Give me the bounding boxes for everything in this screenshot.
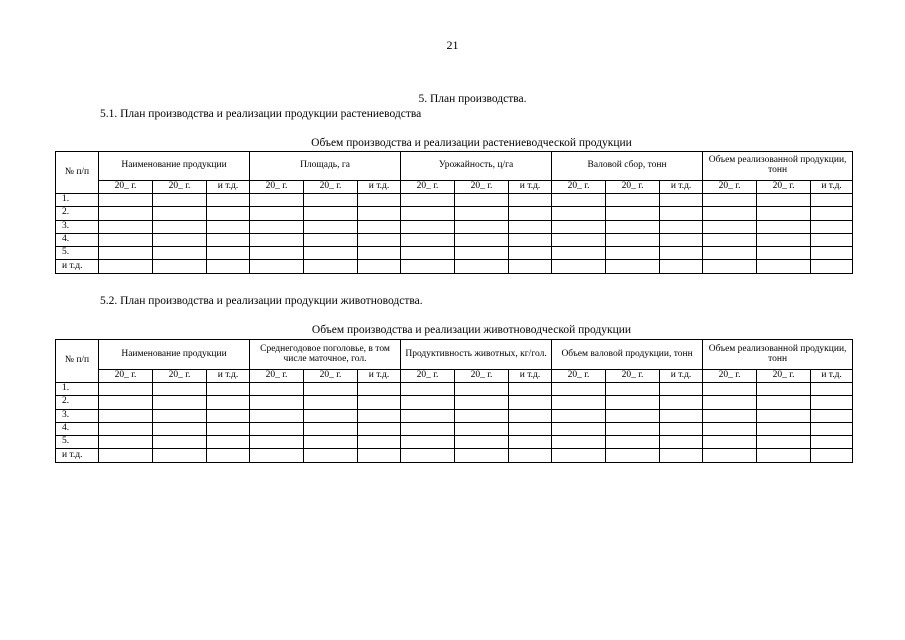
empty-cell[interactable] — [401, 207, 455, 220]
empty-cell[interactable] — [99, 207, 153, 220]
empty-cell[interactable] — [552, 383, 606, 396]
empty-cell[interactable] — [811, 449, 853, 462]
empty-cell[interactable] — [99, 260, 153, 273]
empty-cell[interactable] — [153, 233, 207, 246]
empty-cell[interactable] — [703, 449, 757, 462]
empty-cell[interactable] — [153, 436, 207, 449]
empty-cell[interactable] — [811, 436, 853, 449]
empty-cell[interactable] — [811, 422, 853, 435]
empty-cell[interactable] — [401, 409, 455, 422]
group-header: Валовой сбор, тонн — [552, 152, 703, 181]
group-header: Объем реализованной продукции, тонн — [703, 340, 853, 370]
row-number: 2. — [56, 396, 99, 409]
empty-cell[interactable] — [207, 396, 250, 409]
empty-cell[interactable] — [660, 422, 703, 435]
empty-cell[interactable] — [304, 260, 358, 273]
empty-cell[interactable] — [358, 220, 401, 233]
empty-cell[interactable] — [250, 383, 304, 396]
year-subheader: и т.д. — [811, 181, 853, 194]
empty-cell[interactable] — [250, 449, 304, 462]
empty-cell[interactable] — [358, 207, 401, 220]
empty-cell[interactable] — [606, 233, 660, 246]
empty-cell[interactable] — [660, 260, 703, 273]
group-header: Продуктивность животных, кг/гол. — [401, 340, 552, 370]
empty-cell[interactable] — [455, 207, 509, 220]
empty-cell[interactable] — [153, 194, 207, 207]
empty-cell[interactable] — [250, 207, 304, 220]
empty-cell[interactable] — [660, 449, 703, 462]
empty-cell[interactable] — [552, 396, 606, 409]
empty-cell[interactable] — [250, 194, 304, 207]
year-subheader: 20_ г. — [606, 370, 660, 383]
row-number: и т.д. — [56, 449, 99, 462]
empty-cell[interactable] — [509, 449, 552, 462]
empty-cell[interactable] — [99, 194, 153, 207]
empty-cell[interactable] — [660, 220, 703, 233]
empty-cell[interactable] — [99, 449, 153, 462]
empty-cell[interactable] — [606, 422, 660, 435]
row-number: 3. — [56, 220, 99, 233]
empty-cell[interactable] — [401, 396, 455, 409]
empty-cell[interactable] — [153, 260, 207, 273]
year-subheader: и т.д. — [509, 370, 552, 383]
empty-cell[interactable] — [811, 194, 853, 207]
empty-cell[interactable] — [455, 396, 509, 409]
empty-cell[interactable] — [401, 422, 455, 435]
empty-cell[interactable] — [703, 207, 757, 220]
empty-cell[interactable] — [207, 260, 250, 273]
table-row — [56, 383, 853, 396]
row-number: и т.д. — [56, 260, 99, 273]
empty-cell[interactable] — [811, 247, 853, 260]
year-subheader: 20_ г. — [606, 181, 660, 194]
empty-cell[interactable] — [99, 247, 153, 260]
table-row — [56, 436, 853, 449]
empty-cell[interactable] — [811, 220, 853, 233]
empty-cell[interactable] — [811, 260, 853, 273]
year-subheader: 20_ г. — [757, 181, 811, 194]
empty-cell[interactable] — [153, 409, 207, 422]
empty-cell[interactable] — [401, 220, 455, 233]
empty-cell[interactable] — [455, 409, 509, 422]
empty-cell[interactable] — [757, 194, 811, 207]
year-subheader: 20_ г. — [552, 181, 606, 194]
year-subheader: 20_ г. — [455, 181, 509, 194]
row-number: 1. — [56, 194, 99, 207]
group-header: Среднегодовое поголовье, в том числе маточное, гол. — [250, 340, 401, 370]
table-row — [56, 396, 853, 409]
empty-cell[interactable] — [757, 247, 811, 260]
empty-cell[interactable] — [207, 207, 250, 220]
empty-cell[interactable] — [703, 422, 757, 435]
empty-cell[interactable] — [552, 260, 606, 273]
empty-cell[interactable] — [660, 396, 703, 409]
empty-cell[interactable] — [304, 194, 358, 207]
empty-cell[interactable] — [552, 207, 606, 220]
empty-cell[interactable] — [509, 436, 552, 449]
empty-cell[interactable] — [552, 436, 606, 449]
year-subheader: 20_ г. — [703, 370, 757, 383]
empty-cell[interactable] — [153, 396, 207, 409]
empty-cell[interactable] — [401, 233, 455, 246]
crop-subsection-title: 5.1. План производства и реализации продукции растениеводства — [100, 108, 422, 120]
empty-cell[interactable] — [207, 194, 250, 207]
empty-cell[interactable] — [153, 247, 207, 260]
empty-cell[interactable] — [703, 194, 757, 207]
empty-cell[interactable] — [606, 194, 660, 207]
empty-cell[interactable] — [509, 383, 552, 396]
empty-cell[interactable] — [455, 422, 509, 435]
empty-cell[interactable] — [250, 409, 304, 422]
empty-cell[interactable] — [358, 383, 401, 396]
empty-cell[interactable] — [509, 247, 552, 260]
table-row — [56, 194, 853, 207]
group-header: Объем реализованной продукции, тонн — [703, 152, 853, 181]
year-subheader: 20_ г. — [99, 181, 153, 194]
year-subheader: и т.д. — [358, 181, 401, 194]
empty-cell[interactable] — [509, 260, 552, 273]
empty-cell[interactable] — [401, 194, 455, 207]
empty-cell[interactable] — [358, 247, 401, 260]
empty-cell[interactable] — [304, 247, 358, 260]
year-subheader: 20_ г. — [304, 370, 358, 383]
empty-cell[interactable] — [811, 233, 853, 246]
empty-cell[interactable] — [455, 194, 509, 207]
table-row — [56, 220, 853, 233]
livestock-subsection-title: 5.2. План производства и реализации продукции животноводства. — [100, 295, 423, 307]
year-subheader: и т.д. — [207, 181, 250, 194]
empty-cell[interactable] — [552, 220, 606, 233]
empty-cell[interactable] — [304, 233, 358, 246]
table-row — [56, 260, 853, 273]
empty-cell[interactable] — [509, 194, 552, 207]
empty-cell[interactable] — [99, 409, 153, 422]
empty-cell[interactable] — [703, 247, 757, 260]
empty-cell[interactable] — [250, 247, 304, 260]
empty-cell[interactable] — [99, 383, 153, 396]
table-row — [56, 422, 853, 435]
empty-cell[interactable] — [358, 449, 401, 462]
empty-cell[interactable] — [250, 396, 304, 409]
row-number: 3. — [56, 409, 99, 422]
empty-cell[interactable] — [606, 449, 660, 462]
empty-cell[interactable] — [811, 396, 853, 409]
empty-cell[interactable] — [99, 220, 153, 233]
empty-cell[interactable] — [552, 247, 606, 260]
empty-cell[interactable] — [153, 207, 207, 220]
empty-cell[interactable] — [304, 422, 358, 435]
empty-cell[interactable] — [207, 233, 250, 246]
empty-cell[interactable] — [660, 207, 703, 220]
empty-cell[interactable] — [455, 449, 509, 462]
empty-cell[interactable] — [660, 233, 703, 246]
empty-cell[interactable] — [358, 260, 401, 273]
empty-cell[interactable] — [660, 409, 703, 422]
year-subheader: и т.д. — [660, 370, 703, 383]
empty-cell[interactable] — [811, 409, 853, 422]
year-subheader: 20_ г. — [250, 370, 304, 383]
empty-cell[interactable] — [153, 449, 207, 462]
empty-cell[interactable] — [304, 383, 358, 396]
empty-cell[interactable] — [358, 396, 401, 409]
crop-table-caption: Объем производства и реализации растениеводческой продукции — [311, 137, 632, 149]
year-subheader: и т.д. — [811, 370, 853, 383]
empty-cell[interactable] — [606, 220, 660, 233]
group-header: Площадь, га — [250, 152, 401, 181]
section-title: 5. План производства. — [418, 93, 527, 105]
col-number-header: № п/п — [56, 152, 99, 194]
empty-cell[interactable] — [358, 436, 401, 449]
empty-cell[interactable] — [660, 383, 703, 396]
empty-cell[interactable] — [250, 436, 304, 449]
empty-cell[interactable] — [703, 233, 757, 246]
table-row — [56, 409, 853, 422]
table-row — [56, 207, 853, 220]
empty-cell[interactable] — [401, 436, 455, 449]
subheader-row — [56, 370, 853, 383]
empty-cell[interactable] — [606, 247, 660, 260]
year-subheader: 20_ г. — [250, 181, 304, 194]
empty-cell[interactable] — [304, 220, 358, 233]
empty-cell[interactable] — [304, 409, 358, 422]
empty-cell[interactable] — [606, 260, 660, 273]
year-subheader: 20_ г. — [153, 370, 207, 383]
empty-cell[interactable] — [401, 383, 455, 396]
empty-cell[interactable] — [153, 422, 207, 435]
empty-cell[interactable] — [250, 422, 304, 435]
empty-cell[interactable] — [509, 220, 552, 233]
empty-cell[interactable] — [455, 233, 509, 246]
empty-cell[interactable] — [606, 396, 660, 409]
empty-cell[interactable] — [509, 422, 552, 435]
year-subheader: 20_ г. — [455, 370, 509, 383]
empty-cell[interactable] — [703, 436, 757, 449]
empty-cell[interactable] — [455, 220, 509, 233]
empty-cell[interactable] — [304, 449, 358, 462]
row-number: 4. — [56, 422, 99, 435]
empty-cell[interactable] — [757, 436, 811, 449]
empty-cell[interactable] — [606, 409, 660, 422]
empty-cell[interactable] — [660, 436, 703, 449]
empty-cell[interactable] — [455, 383, 509, 396]
empty-cell[interactable] — [358, 409, 401, 422]
year-subheader: 20_ г. — [153, 181, 207, 194]
empty-cell[interactable] — [207, 422, 250, 435]
empty-cell[interactable] — [660, 194, 703, 207]
empty-cell[interactable] — [606, 436, 660, 449]
year-subheader: 20_ г. — [703, 181, 757, 194]
row-number: 1. — [56, 383, 99, 396]
empty-cell[interactable] — [757, 396, 811, 409]
group-header: Урожайность, ц/га — [401, 152, 552, 181]
empty-cell[interactable] — [703, 396, 757, 409]
col-number-header: № п/п — [56, 340, 99, 383]
empty-cell[interactable] — [552, 449, 606, 462]
row-number: 5. — [56, 247, 99, 260]
empty-cell[interactable] — [304, 436, 358, 449]
empty-cell[interactable] — [99, 396, 153, 409]
empty-cell[interactable] — [207, 383, 250, 396]
empty-cell[interactable] — [455, 247, 509, 260]
empty-cell[interactable] — [552, 409, 606, 422]
empty-cell[interactable] — [757, 409, 811, 422]
row-number: 5. — [56, 436, 99, 449]
empty-cell[interactable] — [606, 207, 660, 220]
empty-cell[interactable] — [401, 449, 455, 462]
empty-cell[interactable] — [401, 247, 455, 260]
year-subheader: 20_ г. — [552, 370, 606, 383]
empty-cell[interactable] — [757, 422, 811, 435]
empty-cell[interactable] — [153, 220, 207, 233]
year-subheader: 20_ г. — [401, 370, 455, 383]
empty-cell[interactable] — [552, 422, 606, 435]
empty-cell[interactable] — [250, 260, 304, 273]
group-header: Наименование продукции — [99, 340, 250, 370]
empty-cell[interactable] — [606, 383, 660, 396]
table-row — [56, 449, 853, 462]
year-subheader: 20_ г. — [757, 370, 811, 383]
empty-cell[interactable] — [757, 207, 811, 220]
empty-cell[interactable] — [703, 260, 757, 273]
subheader-row — [56, 181, 853, 194]
empty-cell[interactable] — [509, 233, 552, 246]
empty-cell[interactable] — [757, 449, 811, 462]
empty-cell[interactable] — [207, 247, 250, 260]
empty-cell[interactable] — [250, 220, 304, 233]
row-number: 4. — [56, 233, 99, 246]
year-subheader: и т.д. — [509, 181, 552, 194]
empty-cell[interactable] — [811, 383, 853, 396]
empty-cell[interactable] — [552, 233, 606, 246]
empty-cell[interactable] — [455, 260, 509, 273]
empty-cell[interactable] — [304, 396, 358, 409]
empty-cell[interactable] — [358, 422, 401, 435]
livestock-table-caption: Объем производства и реализации животноводческой продукции — [311, 324, 632, 336]
empty-cell[interactable] — [358, 233, 401, 246]
empty-cell[interactable] — [552, 194, 606, 207]
empty-cell[interactable] — [757, 220, 811, 233]
year-subheader: и т.д. — [660, 181, 703, 194]
empty-cell[interactable] — [207, 220, 250, 233]
empty-cell[interactable] — [99, 233, 153, 246]
empty-cell[interactable] — [660, 247, 703, 260]
empty-cell[interactable] — [99, 436, 153, 449]
empty-cell[interactable] — [509, 207, 552, 220]
empty-cell[interactable] — [509, 396, 552, 409]
empty-cell[interactable] — [703, 220, 757, 233]
empty-cell[interactable] — [207, 449, 250, 462]
row-number: 2. — [56, 207, 99, 220]
empty-cell[interactable] — [757, 233, 811, 246]
year-subheader: 20_ г. — [401, 181, 455, 194]
table-row — [56, 233, 853, 246]
year-subheader: и т.д. — [207, 370, 250, 383]
empty-cell[interactable] — [703, 409, 757, 422]
year-subheader: и т.д. — [358, 370, 401, 383]
empty-cell[interactable] — [811, 207, 853, 220]
year-subheader: 20_ г. — [99, 370, 153, 383]
empty-cell[interactable] — [703, 383, 757, 396]
empty-cell[interactable] — [304, 207, 358, 220]
crop-production-table — [55, 151, 853, 274]
empty-cell[interactable] — [99, 422, 153, 435]
group-header: Наименование продукции — [99, 152, 250, 181]
empty-cell[interactable] — [250, 233, 304, 246]
group-header: Объем валовой продукции, тонн — [552, 340, 703, 370]
empty-cell[interactable] — [207, 409, 250, 422]
empty-cell[interactable] — [455, 436, 509, 449]
empty-cell[interactable] — [509, 409, 552, 422]
empty-cell[interactable] — [358, 194, 401, 207]
empty-cell[interactable] — [401, 260, 455, 273]
year-subheader: 20_ г. — [304, 181, 358, 194]
livestock-production-table — [55, 339, 853, 463]
empty-cell[interactable] — [757, 260, 811, 273]
empty-cell[interactable] — [153, 383, 207, 396]
empty-cell[interactable] — [757, 383, 811, 396]
empty-cell[interactable] — [207, 436, 250, 449]
table-row — [56, 247, 853, 260]
page-number: 21 — [446, 38, 459, 52]
